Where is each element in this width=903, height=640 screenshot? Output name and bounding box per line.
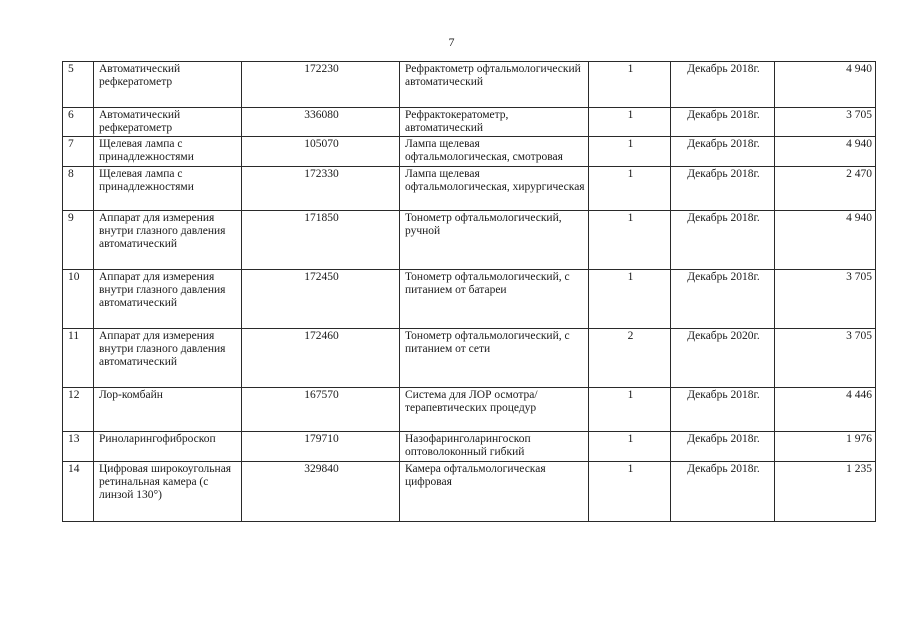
date-cell: Декабрь 2018г.: [671, 62, 775, 108]
row-number-cell: 7: [63, 137, 94, 167]
row-number-cell: 8: [63, 167, 94, 211]
row-number-cell: 13: [63, 432, 94, 462]
item-name-cell: Аппарат для измерения внутри глазного давления автоматический: [94, 329, 242, 388]
quantity-cell: 1: [589, 388, 671, 432]
row-number-cell: 5: [63, 62, 94, 108]
table-row: [63, 211, 876, 270]
item-code-cell: 336080: [242, 108, 400, 137]
item-name-cell: Автоматический рефкератометр: [94, 62, 242, 108]
price-cell: 1 976: [775, 432, 876, 462]
item-name-cell: Лор-комбайн: [94, 388, 242, 432]
item-description-cell: Рефрактокератометр, автоматический: [400, 108, 589, 137]
table-row: [63, 329, 876, 388]
date-cell: Декабрь 2020г.: [671, 329, 775, 388]
item-name-cell: Щелевая лампа с принадлежностями: [94, 167, 242, 211]
item-name-cell: Аппарат для измерения внутри глазного давления автоматический: [94, 211, 242, 270]
date-cell: Декабрь 2018г.: [671, 432, 775, 462]
price-cell: 1 235: [775, 462, 876, 522]
row-number-cell: 11: [63, 329, 94, 388]
item-name-cell: Автоматический рефкератометр: [94, 108, 242, 137]
quantity-cell: 1: [589, 211, 671, 270]
item-description-cell: Система для ЛОР осмотра/терапевтических процедур: [400, 388, 589, 432]
item-code-cell: 171850: [242, 211, 400, 270]
table-row: [63, 432, 876, 462]
item-code-cell: 329840: [242, 462, 400, 522]
price-cell: 3 705: [775, 329, 876, 388]
item-code-cell: 167570: [242, 388, 400, 432]
quantity-cell: 1: [589, 137, 671, 167]
price-cell: 3 705: [775, 108, 876, 137]
quantity-cell: 1: [589, 432, 671, 462]
row-number-cell: 14: [63, 462, 94, 522]
item-code-cell: 179710: [242, 432, 400, 462]
table-row: [63, 108, 876, 137]
price-cell: 4 940: [775, 62, 876, 108]
table-row: [63, 62, 876, 108]
quantity-cell: 1: [589, 62, 671, 108]
price-cell: 4 940: [775, 137, 876, 167]
item-code-cell: 172330: [242, 167, 400, 211]
item-description-cell: Тонометр офтальмологический, с питанием от сети: [400, 329, 589, 388]
date-cell: Декабрь 2018г.: [671, 137, 775, 167]
table-row: [63, 167, 876, 211]
item-name-cell: Аппарат для измерения внутри глазного давления автоматический: [94, 270, 242, 329]
date-cell: Декабрь 2018г.: [671, 388, 775, 432]
quantity-cell: 1: [589, 462, 671, 522]
price-cell: 4 446: [775, 388, 876, 432]
item-code-cell: 105070: [242, 137, 400, 167]
price-cell: 3 705: [775, 270, 876, 329]
item-description-cell: Лампа щелевая офтальмологическая, хирургическая: [400, 167, 589, 211]
item-description-cell: Назофаринголарингоскоп оптоволоконный гибкий: [400, 432, 589, 462]
date-cell: Декабрь 2018г.: [671, 211, 775, 270]
quantity-cell: 2: [589, 329, 671, 388]
row-number-cell: 10: [63, 270, 94, 329]
item-description-cell: Тонометр офтальмологический, с питанием от батареи: [400, 270, 589, 329]
item-description-cell: Рефрактометр офтальмологический автоматический: [400, 62, 589, 108]
item-code-cell: 172230: [242, 62, 400, 108]
table-row: [63, 270, 876, 329]
equipment-table: [62, 61, 876, 522]
price-cell: 2 470: [775, 167, 876, 211]
table-row: [63, 388, 876, 432]
date-cell: Декабрь 2018г.: [671, 108, 775, 137]
item-name-cell: Риноларингофиброскоп: [94, 432, 242, 462]
item-description-cell: Лампа щелевая офтальмологическая, смотровая: [400, 137, 589, 167]
row-number-cell: 6: [63, 108, 94, 137]
price-cell: 4 940: [775, 211, 876, 270]
quantity-cell: 1: [589, 167, 671, 211]
item-code-cell: 172450: [242, 270, 400, 329]
quantity-cell: 1: [589, 108, 671, 137]
date-cell: Декабрь 2018г.: [671, 462, 775, 522]
quantity-cell: 1: [589, 270, 671, 329]
item-name-cell: Цифровая широкоугольная ретинальная камера (с линзой 130°): [94, 462, 242, 522]
date-cell: Декабрь 2018г.: [671, 270, 775, 329]
date-cell: Декабрь 2018г.: [671, 167, 775, 211]
item-code-cell: 172460: [242, 329, 400, 388]
row-number-cell: 12: [63, 388, 94, 432]
table-row: [63, 462, 876, 522]
item-description-cell: Тонометр офтальмологический, ручной: [400, 211, 589, 270]
item-name-cell: Щелевая лампа с принадлежностями: [94, 137, 242, 167]
item-description-cell: Камера офтальмологическая цифровая: [400, 462, 589, 522]
row-number-cell: 9: [63, 211, 94, 270]
page-number: 7: [448, 35, 455, 49]
table-row: [63, 137, 876, 167]
